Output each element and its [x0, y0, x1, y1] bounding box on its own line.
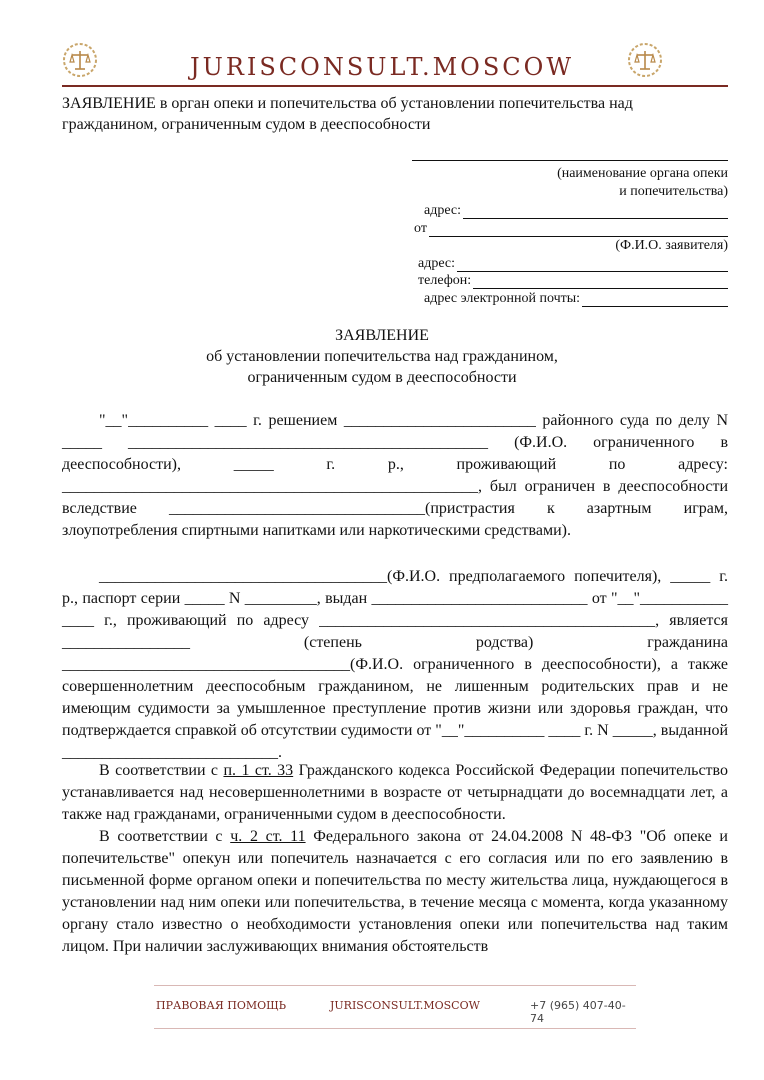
email-row [424, 291, 728, 307]
applicant-name-field[interactable] [429, 224, 728, 237]
site-brand[interactable]: JURISCONSULT.MOSCOW [189, 53, 575, 81]
applicant-address-label: адрес: [418, 256, 456, 271]
from-label: от [414, 221, 427, 236]
organ-name-line [412, 160, 728, 161]
phone-label: телефон: [418, 273, 472, 288]
heading-line-2: ограниченным судом в дееспособности [247, 369, 517, 386]
p3-pre: В соответствии с [99, 762, 224, 779]
organ-hint-1: (наименование органа опеки [557, 166, 728, 181]
applicant-address-row [418, 256, 728, 272]
federal-law-link[interactable]: ч. 2 ст. 11 [230, 828, 306, 845]
document-title: ЗАЯВЛЕНИЕ в орган опеки и попечительства об установлении попечительства над гражданином, ограниченным судом в дееспособности [62, 95, 633, 133]
organ-address-label: адрес: [424, 203, 462, 218]
p3-post: Гражданского кодекса Российской Федерации попечительство устанавливается над несовершеннолетними в возрасте от четырнадцати до восемнадцати лет, а также над гражданами, ограниченными судом в дееспособности. [62, 762, 728, 823]
paragraph-court-decision: "__"__________ ____ г. решением ________________________ районного суда по делу N _____ _____________________________________________ (Ф.И.О. ограниченного в дееспособности), _____ г. р., проживающий по адресу: ____________________________________________________, был ограничен в дееспособности вследствие ________________________________(пристрастия к азартным играм, злоупотребления спиртными напитками или наркотическими средствами). [62, 412, 728, 539]
paragraph-civil-code [62, 760, 728, 826]
footer-phone[interactable]: +7 (965) 407-40-74 [530, 999, 626, 1025]
page-footer [154, 985, 636, 1029]
phone-row [418, 273, 728, 289]
applicant-row [414, 221, 728, 237]
header-divider [62, 85, 728, 87]
applicant-address-field[interactable] [457, 259, 728, 272]
email-label: адрес электронной почты: [424, 291, 581, 306]
p4-pre: В соответствии с [99, 828, 231, 845]
applicant-hint: (Ф.И.О. заявителя) [615, 238, 728, 253]
heading-word: ЗАЯВЛЕНИЕ [335, 327, 429, 344]
paragraph-federal-law [62, 826, 728, 958]
footer-site-link[interactable]: JURISCONSULT.MOSCOW [330, 999, 480, 1012]
heading-line-1: об установлении попечительства над гражданином, [206, 348, 558, 365]
organ-address-row [424, 203, 728, 219]
p4-post: Федерального закона от 24.04.2008 N 48-ФЗ "Об опеке и попечительстве" опекун или попечитель назначается с его согласия или по его заявлению в письменной форме органом опеки и попечительства по месту жительства лица, нуждающегося в установлении над ним опеки или попечительства, в течение месяца с момента, когда указанному органу стало известно о необходимости установления опеки или попечительства над таким лицом. При наличии заслуживающих внимания обстоятельств [62, 828, 728, 955]
organ-address-field[interactable] [463, 206, 728, 219]
email-field[interactable] [582, 294, 728, 307]
phone-field[interactable] [473, 276, 728, 289]
organ-hint-2: и попечительства) [619, 184, 728, 199]
footer-legal-help[interactable]: ПРАВОВАЯ ПОМОЩЬ [156, 999, 287, 1012]
paragraph-guardian-info: ____________________________________(Ф.И.О. предполагаемого попечителя), _____ г. р., паспорт серии _____ N _________, выдан ___________________________ от "__"___________ ____ г., проживающий по адресу __________________________________________, является ________________ (степень родства) гражданина ____________________________________(Ф.И.О. ограниченного в дееспособности), а также совершеннолетним дееспособным гражданином, не лишенным родительских прав и не имеющим судимости за умышленное преступление против жизни или здоровья граждан, что подтверждается справкой об отсутствии судимости от "__"__________ ____ г. N _____, выданной ___________________________. [62, 568, 728, 761]
civil-code-link[interactable]: п. 1 ст. 33 [223, 762, 294, 779]
